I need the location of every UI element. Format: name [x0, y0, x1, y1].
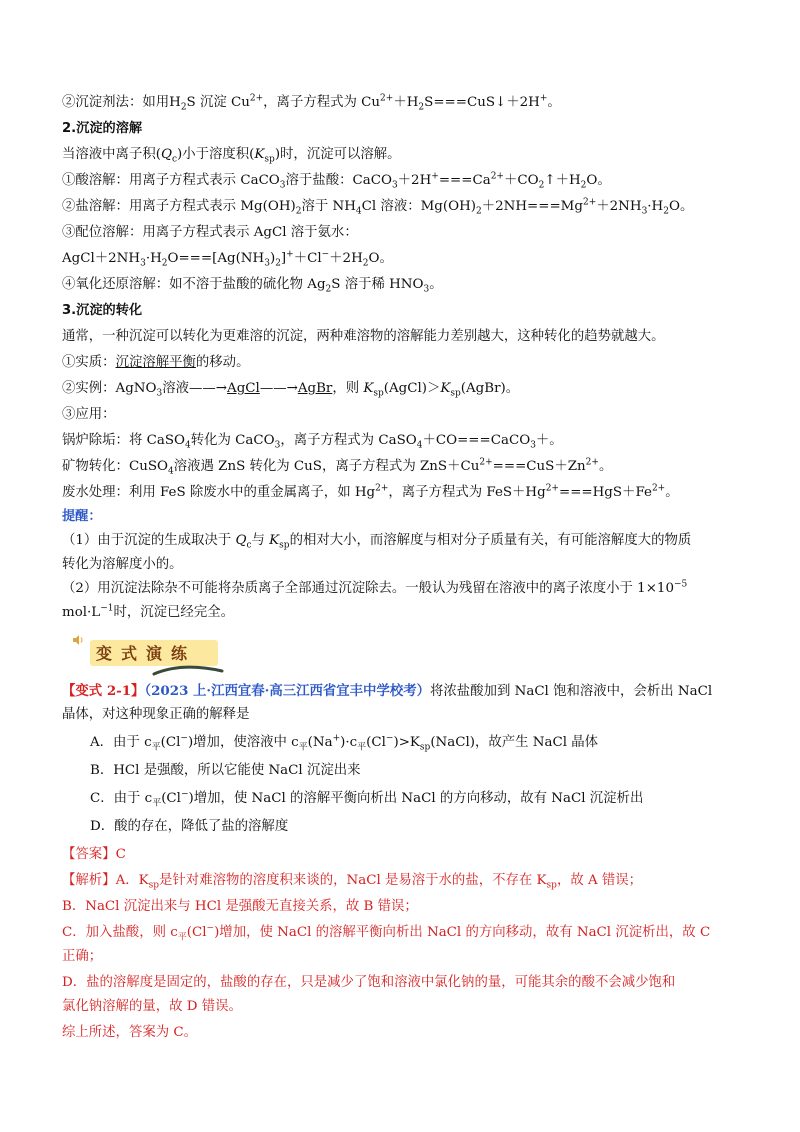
question-stem-line-2: 晶体，对这种现象正确的解释是 [62, 707, 250, 722]
mineral-conversion: 矿物转化：CuSO$_4$溶液遇 ZnS 转化为 CuS，离子方程式为 $ZnS+Cu^{2+}===CuS+Zn^{2+}$。 [62, 457, 613, 477]
banner-title: 变式演练 [96, 644, 197, 663]
conversion-example: ②实例：AgNO$_3$溶液——→AgCl——→AgBr，则 $K_{sp}(AgCl)>K_{sp}(AgBr)$。 [62, 381, 520, 399]
explanation-b: B．NaCl 沉淀出来与 HCl 是强酸无直接关系，故 B 错误； [62, 899, 418, 914]
answer-value: C [115, 847, 126, 862]
practice-banner [72, 634, 222, 674]
salt-dissolution: ②盐溶解：用离子方程式表示 $Mg(OH)_2$溶于 $NH_4Cl$ 溶液：$Mg(OH)_2+2NH===Mg^{2+}+2NH_3\cdot H_2O$。 [62, 197, 694, 217]
question-tag: 【变式 2-1】 [62, 683, 145, 699]
wastewater-treatment: 废水处理：利用 FeS 除废水中的重金属离子，如 $Hg^{2+}$，离子方程式为 $FeS+Hg^{2+}===HgS+Fe^{2+}$。 [62, 483, 679, 500]
tip-2-line-2: $mol\cdot L^{-1}$时，沉淀已经完全。 [62, 603, 234, 620]
tip-title: 提醒： [62, 509, 102, 524]
tip-2-line-1: （2）用沉淀法除杂不可能将杂质离子全部通过沉淀除去。一般认为残留在溶液中的离子浓度小于 $1\times 10^{-5}$ [62, 579, 688, 596]
answer-line [62, 844, 740, 866]
heading-conversion: 3.沉淀的转化 [62, 303, 143, 318]
explanation-c-line-1: C．加入盐酸，则 $c_平(Cl^-)$增加，使 NaCl 的溶解平衡向析出 NaCl 的方向移动，故有 NaCl 沉淀析出，故 C [62, 923, 711, 943]
tip-1-line-1: （1）由于沉淀的生成取决于 $Q_c$与 $K_{sp}$的相对大小，而溶解度与相对分子质量有关，有可能溶解度大的物质 [62, 533, 692, 551]
boiler-descaling: 锅炉除垢：将 CaSO$_4$转化为 CaCO$_3$，离子方程式为 CaSO$_4$＋CO===CaCO$_3$＋。 [62, 433, 563, 451]
explanation-tag: 【解析】 [62, 873, 116, 888]
option-c: C．由于 $c_平(Cl^-)$增加，使 NaCl 的溶解平衡向析出 NaCl 的方向移动，故有 NaCl 沉淀析出 [90, 789, 644, 809]
explanation-d-line-1: D．盐的溶解度是固定的，盐酸的存在，只是减少了饱和溶液中氯化钠的量，可能其余的酸不会减少饱和 [62, 975, 676, 990]
option-a: A．由于 $c_平(Cl^-)$增加，使溶液中 $c_平(Na^+)\cdot c_平(Cl^-)>K_{sp}(NaCl)$，故产生 NaCl 晶体 [90, 733, 599, 753]
question-source: （2023 上·江西宜春·高三江西省宜丰中学校考） [144, 683, 431, 699]
explanation-summary: 综上所述，答案为 C。 [62, 1025, 198, 1040]
option-d: D．酸的存在，降低了盐的溶解度 [90, 819, 289, 834]
answer-tag: 【答案】 [62, 847, 116, 862]
redox-dissolution: ④氧化还原溶解：如不溶于盐酸的硫化物 $Ag_2S$ 溶于稀 $HNO_3$。 [62, 277, 443, 295]
conversion-intro: 通常，一种沉淀可以转化为更难溶的沉淀，两种难溶物的溶解能力差别越大，这种转化的趋势就越大。 [62, 329, 665, 344]
precipitant-method-line: ②沉淀剂法：如用$H_2S$ 沉淀 $Cu^{2+}$，离子方程式为 $Cu^{2+}+H_2S===CuS↓+2H^+$。 [62, 93, 561, 113]
conversion-application: ③应用： [62, 407, 116, 422]
speaker-icon [72, 634, 84, 646]
acid-dissolution: ①酸溶解：用离子方程式表示 CaCO$_3$溶于盐酸：$CaCO_3+2H^+===Ca^{2+}+CO_2↑+H_2O$。 [62, 171, 611, 191]
conversion-essence: ①实质：沉淀溶解平衡的移动。 [62, 355, 250, 370]
banner-swoosh-decoration [152, 662, 224, 676]
question-stem-line-1: 【变式 2-1】（2023 上·江西宜春·高三江西省宜丰中学校考）将浓盐酸加到 NaCl 饱和溶液中，会析出 NaCl [62, 683, 713, 699]
explanation-d-line-2: 氯化钠溶解的量，故 D 错误。 [62, 999, 242, 1014]
dissolution-condition: 当溶液中离子积$(Q_c)$小于溶度积$(K_{sp})$时，沉淀可以溶解。 [62, 147, 401, 165]
agcl-ammonia-equation: $AgCl+2NH_3\cdot H_2O===[Ag(NH_3)_2]^++Cl^-+2H_2O$。 [62, 249, 393, 269]
explanation-c-line-2: 正确； [62, 949, 103, 964]
coordination-dissolution: ③配位溶解：用离子方程式表示 AgCl 溶于氨水： [62, 225, 358, 240]
option-b: B．HCl 是强酸，所以它能使 NaCl 沉淀出来 [90, 763, 361, 778]
tip-1-line-2: 转化为溶解度小的。 [62, 557, 183, 572]
heading-dissolution: 2.沉淀的溶解 [62, 121, 143, 136]
explanation-a: 【解析】A．$K_{sp}$是针对难溶物的溶度积来谈的，NaCl 是易溶于水的盐，不存在 $K_{sp}$，故 A 错误； [62, 873, 643, 891]
